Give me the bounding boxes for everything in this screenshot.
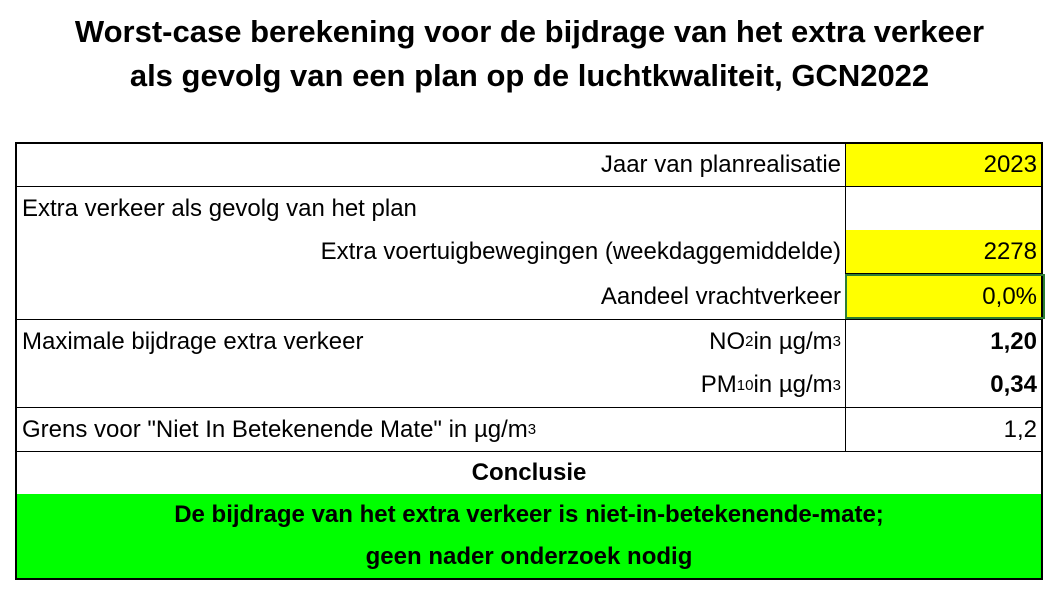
pm10-name: PM (700, 371, 737, 398)
value-grens-nibm: 1,2 (845, 408, 1041, 451)
label-vrachtverkeer: Aandeel vrachtverkeer (600, 282, 841, 310)
row-jaar (17, 144, 1041, 186)
title-line-1: Worst-case berekening voor de bijdrage van het extra verkeer (74, 14, 985, 49)
no2-unit: in µg/m (753, 327, 833, 355)
pm10-subscript: 10 (736, 376, 754, 394)
title-line-2: als gevolg van een plan op de luchtkwaliteit, GCN2022 (129, 58, 930, 93)
label-jaar: Jaar van planrealisatie (600, 151, 841, 178)
calculation-table (15, 142, 1043, 580)
label-no2-unit (17, 320, 845, 363)
label-grens-nibm (22, 408, 536, 451)
no2-superscript: 3 (832, 333, 841, 350)
row-bijdrage-pm10 (17, 363, 1041, 407)
input-vrachtverkeer[interactable]: 0,0% (845, 274, 1041, 319)
conclusie-result (17, 494, 1041, 578)
no2-name: NO (709, 327, 746, 355)
conclusie-line-2: geen nader onderzoek nodig (365, 543, 693, 570)
row-conclusie-heading (17, 452, 1041, 494)
label-pm10-unit (17, 363, 845, 407)
label-maximale-bijdrage: Maximale bijdrage extra verkeer (22, 327, 364, 355)
empty-value-cell (845, 187, 1041, 230)
pm10-unit: in µg/m (753, 371, 833, 398)
row-extra-verkeer-heading (17, 187, 1041, 230)
no2-subscript: 2 (745, 333, 754, 350)
row-vrachtverkeer (17, 274, 1041, 319)
input-jaar[interactable]: 2023 (845, 144, 1041, 186)
row-grens-nibm (17, 408, 1041, 451)
label-extra-verkeer: Extra verkeer als gevolg van het plan (22, 194, 417, 222)
conclusie-heading: Conclusie (471, 459, 587, 486)
row-bijdrage-no2 (17, 320, 1041, 363)
input-voertuigbewegingen[interactable]: 2278 (845, 230, 1041, 273)
row-voertuigbewegingen (17, 230, 1041, 273)
value-no2: 1,20 (845, 320, 1041, 363)
report-title (0, 10, 1059, 98)
value-pm10: 0,34 (845, 363, 1041, 407)
grens-text: Grens voor "Niet In Betekenende Mate" in µg/m (22, 415, 528, 443)
conclusie-line-1: De bijdrage van het extra verkeer is niet-in-betekenende-mate; (174, 501, 884, 528)
grens-superscript: 3 (527, 421, 537, 438)
label-voertuigbewegingen: Extra voertuigbewegingen (weekdaggemiddelde) (320, 237, 841, 265)
pm10-superscript: 3 (832, 376, 841, 394)
